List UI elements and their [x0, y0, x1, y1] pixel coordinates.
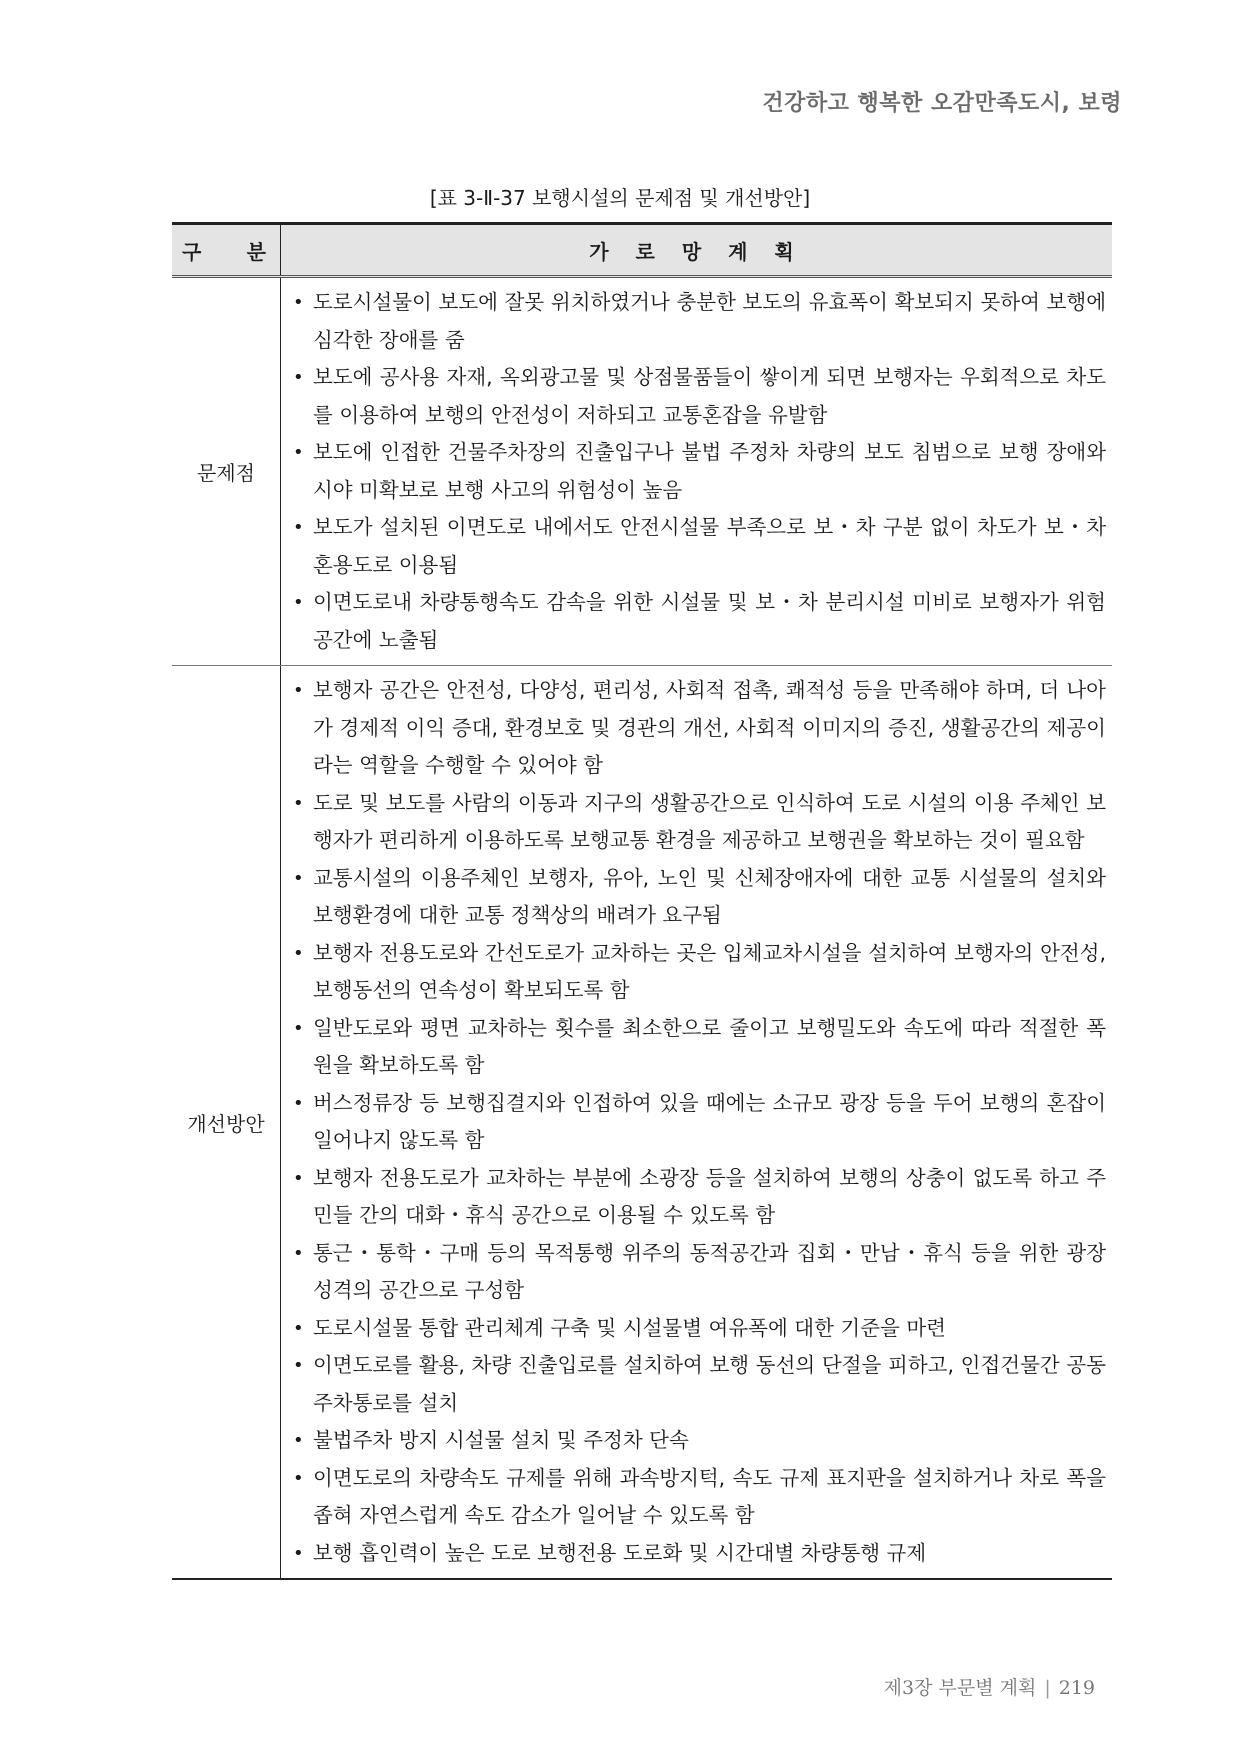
list-item-text: 불법주차 방지 시설물 설치 및 주정차 단속: [313, 1428, 689, 1452]
list-item: [287, 1460, 1106, 1535]
bullet-icon: •: [293, 1467, 304, 1489]
list-item: [287, 1010, 1106, 1085]
bullet-icon: •: [293, 292, 304, 313]
bullet-icon: •: [293, 1092, 304, 1114]
bullet-icon: •: [293, 517, 304, 538]
list-item: [287, 359, 1106, 434]
improvement-items: [281, 666, 1113, 1580]
list-item-text: 버스정류장 등 보행집결지와 인접하여 있을 때에는 소규모 광장 등을 두어 보행의 혼잡이 일어나지 않도록 함: [313, 1090, 1106, 1152]
list-item: [287, 1310, 1106, 1348]
list-item: [287, 284, 1106, 359]
table-header-row: [172, 224, 1112, 277]
list-item-text: 보행자 전용도로와 간선도로가 교차하는 곳은 입체교차시설을 설치하여 보행자의 안전성, 보행동선의 연속성이 확보되도록 함: [313, 940, 1106, 1002]
bullet-icon: •: [293, 867, 304, 889]
table-row-problems: [172, 277, 1112, 666]
category-column-header: [172, 224, 281, 277]
bullet-icon: •: [293, 1355, 304, 1376]
list-item-text: 보행자 공간은 안전성, 다양성, 편리성, 사회적 접촉, 쾌적성 등을 만족해야 하며, 더 나아가 경제적 이익 증대, 환경보호 및 경관의 개선, 사회적 이미지의 증진, 생활공간의 제공이라는 역할을 수행할 수 있어야 함: [313, 678, 1106, 777]
list-item: [287, 935, 1106, 1010]
problem-items: [281, 277, 1113, 666]
list-item: [287, 1422, 1106, 1460]
list-item-text: 도로 및 보도를 사람의 이동과 지구의 생활공간으로 인식하여 도로 시설의 이용 주체인 보행자가 편리하게 이용하도록 보행교통 환경을 제공하고 보행권을 확보하는 것이 필요함: [313, 790, 1106, 852]
list-item: [287, 1235, 1106, 1310]
list-item: [287, 1535, 1106, 1573]
bullet-icon: •: [293, 442, 304, 463]
list-item: [287, 1160, 1106, 1235]
walking-facility-table: [172, 222, 1112, 1580]
category-cell-improvements: 개선방안: [172, 666, 281, 1580]
list-item-text: 보행자 전용도로가 교차하는 부분에 소광장 등을 설치하여 보행의 상충이 없도록 하고 주민들 간의 대화・휴식 공간으로 이용될 수 있도록 함: [313, 1165, 1106, 1227]
list-item-text: 일반도로와 평면 교차하는 횟수를 최소한으로 줄이고 보행밀도와 속도에 따라 적절한 폭원을 확보하도록 함: [313, 1015, 1106, 1077]
bullet-icon: •: [293, 1317, 304, 1339]
bullet-icon: •: [293, 942, 304, 964]
footer-chapter: 제3장 부문별 계획: [883, 1677, 1037, 1699]
bullet-icon: •: [293, 792, 304, 814]
list-item: [287, 860, 1106, 935]
bullet-icon: •: [293, 592, 304, 613]
list-item: [287, 1347, 1106, 1422]
list-item-text: 보도에 공사용 자재, 옥외광고물 및 상점물품들이 쌓이게 되면 보행자는 우회적으로 차도를 이용하여 보행의 안전성이 저하되고 교통혼잡을 유발함: [313, 365, 1106, 427]
bullet-icon: •: [293, 1430, 304, 1451]
bullet-icon: •: [293, 1017, 304, 1039]
bullet-icon: •: [293, 1242, 304, 1264]
plan-column-header-label: 가 로 망 계 획: [589, 239, 804, 264]
list-item-text: 보도에 인접한 건물주차장의 진출입구나 불법 주정차 차량의 보도 침범으로 보행 장애와 시야 미확보로 보행 사고의 위험성이 높음: [313, 440, 1106, 502]
category-header-char-1: 구: [182, 239, 202, 264]
category-cell-problems: 문제점: [172, 277, 281, 666]
list-item-text: 이면도로내 차량통행속도 감속을 위한 시설물 및 보・차 분리시설 미비로 보행자가 위험공간에 노출됨: [313, 590, 1106, 652]
list-item: [287, 672, 1106, 785]
list-item-text: 교통시설의 이용주체인 보행자, 유아, 노인 및 신체장애자에 대한 교통 시설물의 설치와 보행환경에 대한 교통 정책상의 배려가 요구됨: [313, 865, 1106, 927]
list-item: [287, 1085, 1106, 1160]
list-item: [287, 434, 1106, 509]
list-item-text: 보행 흡인력이 높은 도로 보행전용 도로화 및 시간대별 차량통행 규제: [313, 1540, 927, 1565]
table-caption: [표 3-Ⅱ-37 보행시설의 문제점 및 개선방안]: [429, 186, 811, 210]
bullet-icon: •: [293, 680, 304, 701]
list-item: [287, 509, 1106, 584]
list-item: [287, 785, 1106, 860]
category-header-char-2: 분: [246, 239, 266, 264]
table-row-improvements: [172, 666, 1112, 1580]
running-header: 건강하고 행복한 오감만족도시, 보령: [762, 91, 1122, 116]
page-number: 219: [1058, 1677, 1095, 1699]
bullet-icon: •: [293, 367, 304, 388]
bullet-icon: •: [293, 1167, 304, 1189]
footer-separator: |: [1044, 1677, 1051, 1699]
list-item-text: 도로시설물 통합 관리체계 구축 및 시설물별 여유폭에 대한 기준을 마련: [313, 1315, 946, 1340]
list-item-text: 이면도로의 차량속도 규제를 위해 과속방지턱, 속도 규제 표지판을 설치하거나 차로 폭을 좁혀 자연스럽게 속도 감소가 일어날 수 있도록 함: [313, 1465, 1106, 1527]
list-item-text: 이면도로를 활용, 차량 진출입로를 설치하여 보행 동선의 단절을 피하고, 인접건물간 공동주차통로를 설치: [313, 1353, 1106, 1415]
bullet-icon: •: [293, 1542, 304, 1564]
list-item-text: 통근・통학・구매 등의 목적통행 위주의 동적공간과 집회・만남・휴식 등을 위한 광장 성격의 공간으로 구성함: [313, 1240, 1106, 1302]
list-item-text: 도로시설물이 보도에 잘못 위치하였거나 충분한 보도의 유효폭이 확보되지 못하여 보행에 심각한 장애를 줌: [313, 290, 1106, 352]
list-item: [287, 584, 1106, 659]
list-item-text: 보도가 설치된 이면도로 내에서도 안전시설물 부족으로 보・차 구분 없이 차도가 보・차 혼용도로 이용됨: [313, 515, 1106, 577]
plan-column-header: [281, 224, 1113, 277]
page-footer: [884, 1673, 1095, 1700]
